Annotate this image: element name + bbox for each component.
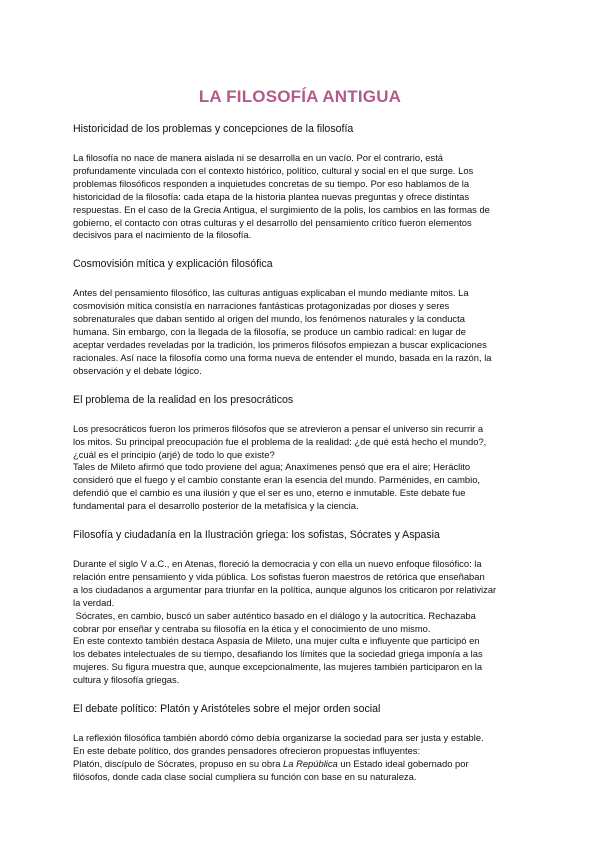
text-line: decisivos para el nacimiento de la filosofía.	[73, 229, 252, 241]
text-line: consideró que el fuego y el cambio constante eran la esencia del mundo. Parménides, en cambio,	[73, 474, 481, 486]
text-line: respuestas. En el caso de la Grecia Antigua, el surgimiento de la polis, los cambios en las formas de	[73, 203, 490, 215]
text-fragment: Platón, discípulo de Sócrates, propuso en su obra	[73, 757, 284, 769]
page-title: LA FILOSOFÍA ANTIGUA	[198, 87, 402, 106]
text-line: los mitos. Su principal preocupación fue el problema de la realidad: ¿de qué está hecho el mundo?,	[73, 435, 487, 447]
section-paragraph	[73, 152, 531, 242]
text-line: Sócrates, en cambio, buscó un saber auténtico basado en el diálogo y la autocrítica. Rechazaba	[73, 609, 476, 621]
text-line: defendió que el cambio es una ilusión y que el ser es uno, eterno e inmutable. Este debate fue	[73, 487, 466, 499]
section-paragraph	[73, 558, 531, 687]
text-line: En este debate político, dos grandes pensadores ofrecieron propuestas influyentes:	[73, 745, 421, 756]
section-debate-politico	[73, 702, 531, 784]
text-line: Antes del pensamiento filosófico, las culturas antiguas explicaban el mundo mediante mitos. La	[73, 287, 469, 299]
section-heading: Filosofía y ciudadanía en la Ilustración griega: los sofistas, Sócrates y Aspasia	[73, 529, 440, 542]
text-line: observación y el debate lógico.	[73, 364, 202, 376]
text-line: cultura y filosofía griegas.	[73, 674, 180, 686]
text-line: Los presocráticos fueron los primeros filósofos que se atrevieron a pensar el universo sin recurrir a	[73, 422, 484, 434]
text-line: Tales de Mileto afirmó que todo proviene del agua; Anaxímenes pensó que era el aire; Heráclito	[73, 461, 471, 473]
section-heading: El problema de la realidad en los presocráticos	[73, 393, 294, 406]
text-line: profundamente vinculada con el contexto histórico, político, cultural y social en el que surge. Los	[73, 164, 474, 176]
text-line: gobierno, el contacto con otras culturas y el desarrollo del pensamiento crítico fueron elementos	[73, 216, 472, 228]
text-line: racionales. Así nace la filosofía como una forma nueva de entender el mundo, basada en la razón, la	[73, 351, 492, 363]
section-ilustracion-griega	[73, 528, 531, 687]
text-line	[73, 758, 531, 771]
text-line: la verdad.	[73, 596, 115, 608]
text-line: relación entre pensamiento y vida pública. Los sofistas fueron maestros de retórica que enseñaban	[73, 570, 485, 582]
text-line: fundamental para el desarrollo posterior de la metafísica y la ciencia.	[73, 500, 359, 512]
text-line: Durante el siglo V a.C., en Atenas, floreció la democracia y con ella un nuevo enfoque filosófico: la	[73, 558, 482, 570]
text-line: problemas filosóficos responden a inquietudes concretas de su tiempo. Por eso hablamos de la	[73, 177, 470, 189]
section-presocraticos	[73, 393, 531, 513]
text-line: mujeres. Su figura muestra que, aunque excepcionalmente, las mujeres también participaron en la	[73, 661, 483, 673]
text-line: humana. Sin embargo, con la llegada de la filosofía, se produce un cambio radical: en lugar de	[73, 326, 466, 338]
section-paragraph	[73, 287, 531, 377]
text-line: cobrar por enseñar y centraba su filosofía en la ética y el conocimiento de uno mismo.	[73, 622, 431, 634]
text-line: La filosofía no nace de manera aislada ni se desarrolla en un vacío. Por el contrario, está	[73, 152, 444, 163]
text-line: sobrenaturales que daban sentido al origen del mundo, los fenómenos naturales y la conducta	[73, 313, 465, 325]
section-historicidad	[73, 122, 531, 242]
section-paragraph	[73, 423, 531, 513]
text-line: historicidad de la filosofía: cada etapa de la historia plantea nuevas preguntas y ofrece distintas	[73, 190, 470, 202]
text-line: aceptar verdades reveladas por la tradición, los primeros filósofos empiezan a buscar explicaciones	[73, 338, 487, 350]
text-line: filósofos, donde cada clase social cumpliera su función con base en su naturaleza.	[73, 770, 417, 782]
text-line: los debates intelectuales de su tiempo, desafiando los límites que la sociedad griega imponía a las	[73, 648, 483, 660]
work-title: La República	[283, 757, 338, 769]
text-line: cosmovisión mítica consistía en narraciones fantásticas protagonizadas por dioses y seres	[73, 300, 450, 312]
section-heading: El debate político: Platón y Aristóteles sobre el mejor orden social	[73, 703, 381, 716]
text-line: La reflexión filosófica también abordó cómo debía organizarse la sociedad para ser justa y estable.	[73, 732, 484, 744]
section-heading: Cosmovisión mítica y explicación filosófica	[73, 258, 273, 271]
section-cosmovision	[73, 257, 531, 377]
text-fragment: un Estado ideal gobernado por	[337, 757, 469, 769]
text-line: En este contexto también destaca Aspasia de Mileto, una mujer culta e influyente que participó en	[73, 635, 480, 647]
text-line: ¿cuál es el principio (arjé) de todo lo que existe?	[73, 448, 275, 460]
document-body	[73, 122, 531, 784]
section-paragraph	[73, 732, 531, 784]
section-heading: Historicidad de los problemas y concepciones de la filosofía	[73, 123, 354, 135]
text-line: a los ciudadanos a argumentar para triunfar en la política, aunque algunos los criticaron por relativizar	[73, 583, 497, 595]
